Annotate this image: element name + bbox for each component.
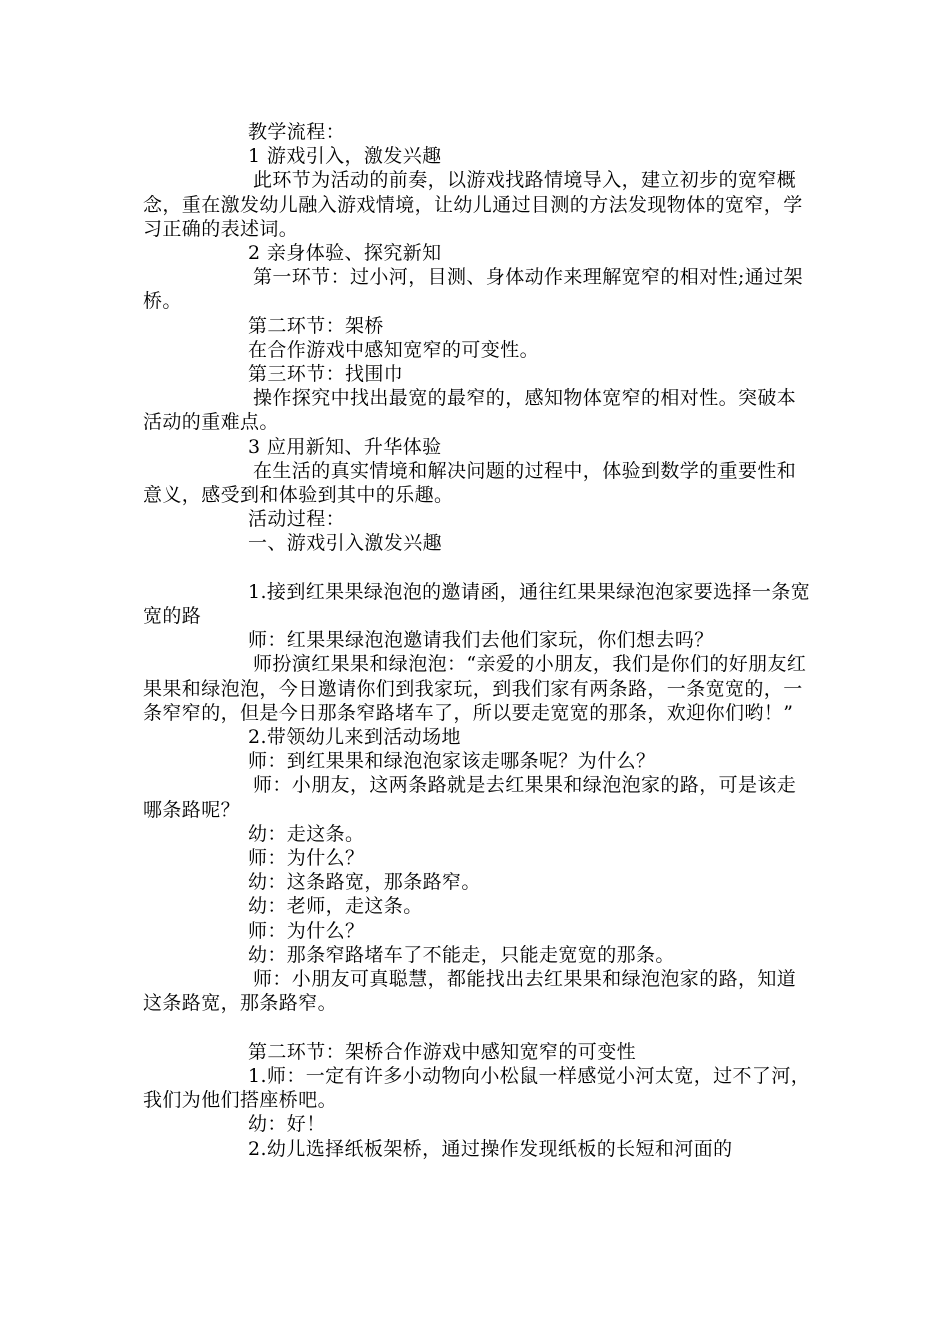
document-body [143,120,811,1161]
blank-line [143,1016,811,1040]
part-2-item-2: 2.幼儿选择纸板架桥，通过操作发现纸板的长短和河面的 [248,1137,733,1160]
dialogue-line: 幼：那条窄路堵车了不能走，只能走宽宽的那条。 [248,943,675,966]
part-2-item-1: 1.师：一定有许多小动物向小松鼠一样感觉小河太宽，过不了河，我们为他们搭座桥吧。 [143,1064,811,1112]
part-2-heading: 第二环节：架桥合作游戏中感知宽窄的可变性 [248,1040,637,1063]
dialogue-line: 师：红果果绿泡泡邀请我们去他们家玩，你们想去吗？ [248,629,714,652]
dialogue-line: 幼：老师，走这条。 [248,895,423,918]
section-heading-teaching-flow: 教学流程： [248,121,346,143]
dialogue-line: 师扮演红果果和绿泡泡：“亲爱的小朋友，我们是你们的好朋友红果果和绿泡泡，今日邀请你们到我家玩，到我们家有两条路，一条宽宽的，一条窄窄的，但是今日那条窄路堵车了，所以要走宽宽的那条，欢迎你们哟！” [143,653,807,724]
flow-step-3-heading: 3 应用新知、升华体验 [248,435,442,458]
stage-3-heading: 第三环节：找围巾 [248,363,404,386]
part-1-heading: 一、游戏引入激发兴趣 [248,532,443,555]
flow-step-3-description: 在生活的真实情境和解决问题的过程中，体验到数学的重要性和意义，感受到和体验到其中的乐趣。 [143,459,797,507]
dialogue-line: 师：为什么？ [248,847,365,870]
flow-step-1-description: 此环节为活动的前奏，以游戏找路情境导入，建立初步的宽窄概念，重在激发幼儿融入游戏情境，让幼儿通过目测的方法发现物体的宽窄，学习正确的表述词。 [143,169,803,240]
dialogue-line: 幼：走这条。 [248,822,365,845]
dialogue-line: 师：小朋友，这两条路就是去红果果和绿泡泡家的路，可是该走哪条路呢？ [143,774,797,821]
stage-2-description: 在合作游戏中感知宽窄的可变性。 [248,338,540,361]
section-heading-activity-process: 活动过程： [248,508,346,531]
flow-step-1-heading: 1 游戏引入，激发兴趣 [248,145,442,168]
part-1-item-2: 2.带领幼儿来到活动场地 [248,726,461,749]
stage-2-heading: 第二环节：架桥 [248,314,384,337]
part-1-item-1: 1.接到红果果绿泡泡的邀请函，通往红果果绿泡泡家要选择一条宽宽的路 [143,580,811,628]
flow-step-2-heading: 2 亲身体验、探究新知 [248,242,442,265]
stage-1-description: 第一环节：过小河，目测、身体动作来理解宽窄的相对性;通过架桥。 [143,266,804,313]
blank-line [143,556,811,580]
dialogue-line: 幼：这条路宽，那条路窄。 [248,871,481,894]
dialogue-line: 师：为什么？ [248,919,365,942]
dialogue-line: 师：小朋友可真聪慧，都能找出去红果果和绿泡泡家的路，知道这条路宽，那条路窄。 [143,968,797,1015]
dialogue-line: 师：到红果果和绿泡泡家该走哪条呢？为什么？ [248,750,656,773]
stage-3-description: 操作探究中找出最宽的最窄的，感知物体宽窄的相对性。突破本活动的重难点。 [143,387,797,434]
dialogue-line: 幼：好！ [248,1113,326,1136]
